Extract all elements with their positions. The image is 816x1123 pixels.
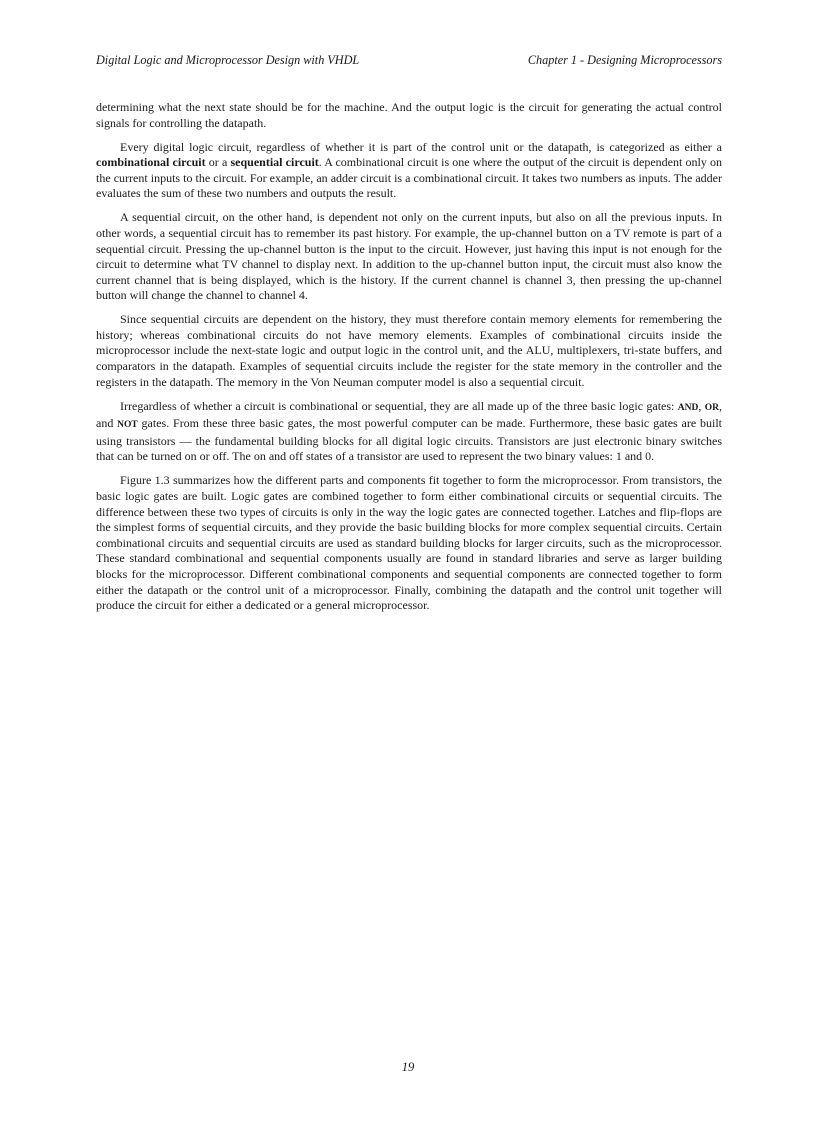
book-title: Digital Logic and Microprocessor Design with VHDL bbox=[96, 53, 360, 67]
paragraph-5 bbox=[96, 399, 722, 465]
page-number: 19 bbox=[401, 1060, 415, 1074]
chapter-title: Chapter 1 - Designing Microprocessors bbox=[527, 53, 722, 67]
paragraph-5-sep-2: , and bbox=[96, 398, 723, 431]
gate-and: AND bbox=[677, 402, 699, 413]
paragraph-6: Figure 1.3 summarizes how the different parts and components fit together to form the microprocessor. From transistors, the basic logic gates are built. Logic gates are combined together to form either combinational circuits or sequential circuits. The difference between these two types of circuits is only in the way the logic gates are connected together. Latches and flip-flops are the simplest forms of sequential circuits, and they provide the basic building blocks for more complex sequential circuits. Certain combinational circuits and sequential circuits are used as standard building blocks for larger circuits, such as the microprocessor. These standard combinational and sequential components usually are found in standard libraries and serve as larger building blocks for the microprocessor. Different combinational components and sequential components are connected together to form either the datapath or the control unit of a microprocessor. Finally, combining the datapath and the control unit together will produce the circuit for either a dedicated or a general microprocessor. bbox=[96, 473, 722, 613]
paragraph-5-sep-1: , bbox=[698, 398, 705, 413]
paragraph-4: Since sequential circuits are dependent on the history, they must therefore contain memory elements for remembering the history; whereas combinational circuits do not have memory elements. Examples of combinational circuits inside the microprocessor include the next-state logic and output logic in the control unit, and the ALU, multiplexers, tri-state buffers, and comparators in the datapath. Examples of sequential circuits include the register for the state memory in the controller and the registers in the datapath. The memory in the Von Neuman computer model is also a sequential circuit. bbox=[96, 312, 722, 389]
paragraph-1: determining what the next state should be for the machine. And the output logic is the circuit for generating the actual control signals for controlling the datapath. bbox=[96, 100, 722, 130]
gate-not: NOT bbox=[117, 420, 138, 431]
page-body bbox=[96, 100, 722, 622]
paragraph-2 bbox=[96, 140, 722, 202]
term-sequential-circuit: sequential circuit bbox=[230, 155, 319, 170]
paragraph-2-text-a: Every digital logic circuit, regardless of whether it is part of the control unit or the datapath, is categorized as either a bbox=[120, 139, 722, 154]
page-header bbox=[96, 52, 722, 68]
paragraph-2-text-c: . A combinational circuit is one where the output of the circuit is dependent only on the current inputs to the circuit. For example, an adder circuit is a combinational circuit. It takes two numbers as inputs. The adder evaluates the sum of these two numbers and outputs the result. bbox=[96, 155, 722, 201]
gate-or: OR bbox=[704, 402, 720, 413]
term-combinational-circuit: combinational circuit bbox=[96, 155, 206, 170]
paragraph-3: A sequential circuit, on the other hand, is dependent not only on the current inputs, but also on all the previous inputs. In other words, a sequential circuit has to remember its past history. For example, the up-channel button on a TV remote is part of a sequential circuit. Pressing the up-channel button is the input to the circuit. However, just having this input is not enough for the circuit to determine what TV channel to display next. In addition to the up-channel button input, the circuit must also know the current channel that is being displayed, which is the history. If the current channel is channel 3, then pressing the up-channel button will change the channel to channel 4. bbox=[96, 210, 722, 303]
paragraph-2-text-b: or a bbox=[205, 155, 231, 170]
paragraph-5-text-b: gates. From these three basic gates, the most powerful computer can be made. Furthermore, these basic gates are built using transistors — the fundamental building blocks for all digital logic circuits. Transistors are just electronic binary switches that can be turned on or off. The on and off states of a transistor are used to represent the two binary values: 1 and 0. bbox=[96, 416, 722, 464]
paragraph-5-text-a: Irregardless of whether a circuit is combinational or sequential, they are all made up of the three basic logic gates: bbox=[120, 398, 678, 413]
